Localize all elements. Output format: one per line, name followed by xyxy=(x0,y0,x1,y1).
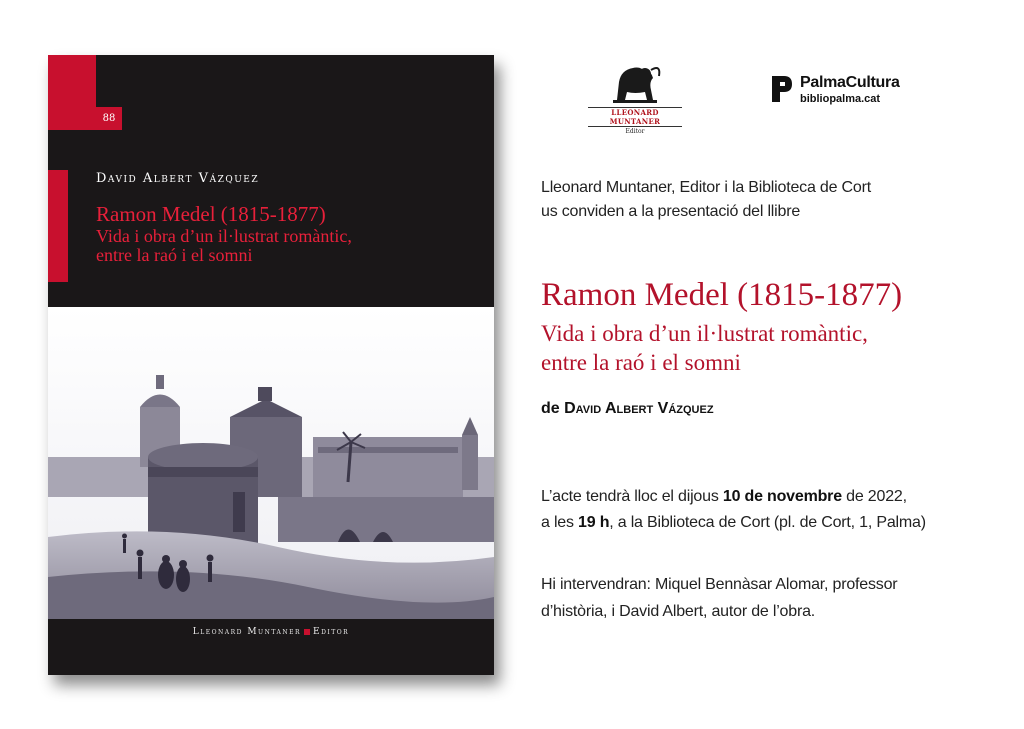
cover-publisher-name: Lleonard Muntaner xyxy=(192,627,301,637)
book-title: Ramon Medel (1815-1877) xyxy=(541,277,903,313)
book-subtitle xyxy=(541,319,868,377)
cover-publisher-editor: Editor xyxy=(313,627,350,637)
cover-publisher xyxy=(48,627,494,637)
speakers-line-2: d’història, i David Albert, autor de l’obra. xyxy=(541,603,816,620)
cover-subtitle xyxy=(96,227,456,265)
event-place: , a la Biblioteca de Cort (pl. de Cort, 1, Palma) xyxy=(609,514,926,531)
event-time-place-line xyxy=(541,514,926,532)
event-date-year: de 2022, xyxy=(841,488,907,505)
lm-logo-editor: Editor xyxy=(625,128,645,135)
lion-emblem-icon xyxy=(605,60,665,104)
lm-logo-name: LLEONARD MUNTANER xyxy=(588,107,682,127)
cover-subtitle-line-1: Vida i obra d’un il·lustrat romàntic, xyxy=(96,226,352,246)
cover-red-block xyxy=(48,55,96,130)
event-time-prefix: a les xyxy=(541,514,579,531)
cover-subtitle-line-2: entre la raó i el somni xyxy=(96,245,253,265)
byline-author: David Albert Vázquez xyxy=(564,400,714,417)
event-date: 10 de novembre xyxy=(722,488,842,505)
cover-author: David Albert Vázquez xyxy=(96,171,260,186)
event-date-prefix: L’acte tendrà lloc el dijous xyxy=(541,488,723,505)
cover-engraving-illustration xyxy=(48,307,494,619)
author-byline xyxy=(541,400,714,418)
event-date-line xyxy=(541,488,907,506)
cover-title: Ramon Medel (1815-1877) xyxy=(96,202,326,226)
byline-prefix: de xyxy=(541,400,560,417)
cover-red-bar xyxy=(48,170,68,282)
invitation-line-2: us conviden a la presentació del llibre xyxy=(541,203,801,220)
lleonard-muntaner-logo xyxy=(588,60,682,135)
book-subtitle-line-1: Vida i obra d’un il·lustrat romàntic, xyxy=(541,321,868,346)
book-subtitle-line-2: entre la raó i el somni xyxy=(541,350,741,375)
publisher-separator-icon xyxy=(304,629,310,635)
speakers-line-1: Hi intervendran: Miquel Bennàsar Alomar, professor xyxy=(541,576,898,593)
palmacultura-name: PalmaCultura xyxy=(800,74,900,91)
collection-number: 88 xyxy=(96,107,122,130)
invitation-line-1: Lleonard Muntaner, Editor i la Biblioteca de Cort xyxy=(541,179,871,196)
event-time: 19 h xyxy=(578,514,610,531)
book-cover xyxy=(48,55,494,675)
palmacultura-p-icon xyxy=(770,74,794,104)
bibliopalma-site: bibliopalma.cat xyxy=(800,93,881,105)
